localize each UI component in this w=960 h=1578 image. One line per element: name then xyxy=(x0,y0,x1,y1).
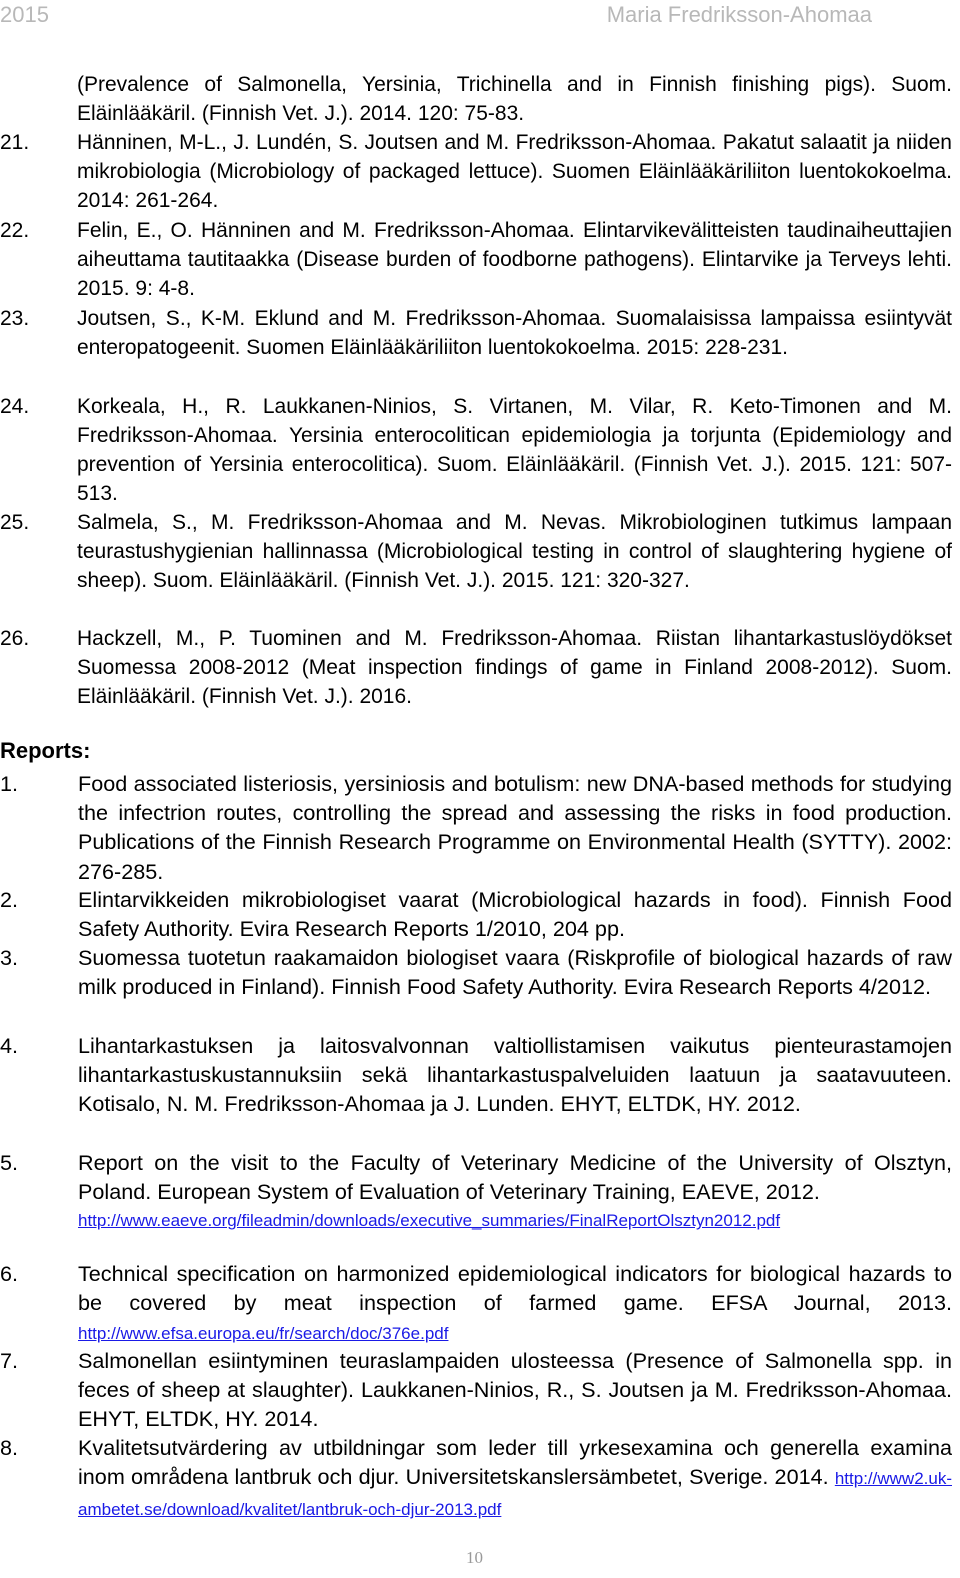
publication-item xyxy=(0,392,952,508)
publication-text: Felin, E., O. Hänninen and M. Fredriksson-Ahomaa. Elintarvikevälitteisten taudinaiheuttajien aiheuttama tautitaakka (Disease burden of foodborne pathogens). Elintarvike ja Terveys lehti. 2015. 9: 4-8. xyxy=(77,219,952,300)
publication-number: 22. xyxy=(0,219,30,242)
publication-item xyxy=(0,128,952,215)
publication-number: 24. xyxy=(0,395,30,418)
publication-number: 23. xyxy=(0,307,30,330)
report-item xyxy=(0,1433,952,1525)
publication-text: Korkeala, H., R. Laukkanen-Ninios, S. Virtanen, M. Vilar, R. Keto-Timonen and M. Fredriksson-Ahomaa. Yersinia enterocolitican epidemiologia ja torjunta (Epidemiology and prevention of Yersinia enterocolitica). Suom. Eläinlääkäril. (Finnish Vet. J.). 2015. 121: 507-513. xyxy=(77,395,952,505)
report-number: 5. xyxy=(0,1150,19,1175)
publication-item xyxy=(0,508,952,595)
publication-text: (Prevalence of Salmonella, Yersinia, Trichinella and in Finnish finishing pigs). Suom. Eläinlääkäril. (Finnish Vet. J.). 2014. 120: 75-83. xyxy=(77,73,952,125)
report-number: 3. xyxy=(0,945,19,970)
report-link[interactable]: http://www.efsa.europa.eu/fr/search/doc/376e.pdf xyxy=(78,1324,449,1344)
report-text xyxy=(78,1433,952,1525)
report-text: Report on the visit to the Faculty of Veterinary Medicine of the University of Olsztyn, Poland. European System of Evaluation of Veterinary Training, EAEVE, 2012. xyxy=(78,1150,952,1205)
publication-text: Joutsen, S., K-M. Eklund and M. Fredriksson-Ahomaa. Suomalaisissa lampaissa esiintyvät enteropatogeenit. Suomen Eläinlääkäriliiton luentokokoelma. 2015: 228-231. xyxy=(77,307,952,359)
report-item xyxy=(0,1346,952,1434)
reports-heading: Reports: xyxy=(0,738,91,763)
report-text-body: Kvalitetsutvärdering av utbildningar som leder till yrkesexamina och generella examina inom områdena lantbruk och djur. Universitetskanslersämbetet, Sverige. 2014. xyxy=(78,1435,952,1490)
report-number: 8. xyxy=(0,1435,19,1460)
report-item xyxy=(0,885,952,943)
report-text: Salmonellan esiintyminen teuraslampaiden ulosteessa (Presence of Salmonella spp. in feces of sheep at slaughter). Laukkanen-Ninios, R., S. Joutsen ja M. Fredriksson-Ahomaa. EHYT, ELTDK, HY. 2014. xyxy=(78,1348,952,1432)
report-item xyxy=(0,769,952,886)
publication-item xyxy=(0,304,952,362)
report-link[interactable]: http://www.eaeve.org/fileadmin/downloads/executive_summaries/FinalReportOlsztyn2012.pdf xyxy=(78,1211,781,1231)
publication-item xyxy=(0,624,952,711)
report-text-body: Technical specification on harmonized epidemiological indicators for biological hazards to be covered by meat inspection of farmed game. EFSA Journal, 2013. xyxy=(78,1261,952,1316)
report-text: Suomessa tuotetun raakamaidon biologiset vaara (Riskprofile of biological hazards of raw milk produced in Finland). Finnish Food Safety Authority. Evira Research Reports 4/2012. xyxy=(78,945,952,1000)
report-link[interactable]: http://www2.uk-ambetet.se/download/kvalitet/lantbruk-och-djur-2013.pdf xyxy=(78,1469,952,1520)
report-number: 7. xyxy=(0,1348,19,1373)
report-text: Lihantarkastuksen ja laitosvalvonnan valtiollistamisen vaikutus pienteurastamojen lihantarkastuskustannuksiin sekä lihantarkastuspalveluiden laatuun ja saatavuuteen. Kotisalo, N. M. Fredriksson-Ahomaa ja J. Lunden. EHYT, ELTDK, HY. 2012. xyxy=(78,1033,952,1117)
publication-continuation xyxy=(0,70,952,128)
report-number: 4. xyxy=(0,1033,19,1058)
publication-text: Hänninen, M-L., J. Lundén, S. Joutsen and M. Fredriksson-Ahomaa. Pakatut salaatit ja niiden mikrobiologia (Microbiology of packaged lettuce). Suomen Eläinlääkäriliiton luentokokoelma. 2014: 261-264. xyxy=(77,131,952,212)
report-text xyxy=(78,1259,952,1349)
report-item xyxy=(0,1031,952,1119)
report-item xyxy=(0,1148,952,1234)
publication-number: 21. xyxy=(0,131,30,154)
publication-number: 26. xyxy=(0,627,30,650)
report-number: 6. xyxy=(0,1261,19,1286)
header-author: Maria Fredriksson-Ahomaa xyxy=(606,2,872,27)
publication-text: Salmela, S., M. Fredriksson-Ahomaa and M. Nevas. Mikrobiologinen tutkimus lampaan teurastushygienian hallinnassa (Microbiological testing in control of slaughtering hygiene of sheep). Suom. Eläinlääkäril. (Finnish Vet. J.). 2015. 121: 320-327. xyxy=(77,511,952,592)
publication-item xyxy=(0,216,952,303)
header-year: 2015 xyxy=(0,2,49,27)
publication-text: Hackzell, M., P. Tuominen and M. Fredriksson-Ahomaa. Riistan lihantarkastuslöydökset Suomessa 2008-2012 (Meat inspection findings of game in Finland 2008-2012). Suom. Eläinlääkäril. (Finnish Vet. J.). 2016. xyxy=(77,627,952,708)
report-item xyxy=(0,1259,952,1349)
report-number: 2. xyxy=(0,887,19,912)
report-item xyxy=(0,943,952,1001)
report-text: Elintarvikkeiden mikrobiologiset vaarat (Microbiological hazards in food). Finnish Food Safety Authority. Evira Research Reports 1/2010, 204 pp. xyxy=(78,887,952,942)
page-number: 10 xyxy=(466,1548,483,1567)
report-number: 1. xyxy=(0,771,19,796)
report-text: Food associated listeriosis, yersiniosis and botulism: new DNA-based methods for studying the infectrion routes, controlling the spread and assessing the risks in food production. Publications of the Finnish Research Programme on Environmental Health (SYTTY). 2002: 276-285. xyxy=(78,771,952,884)
publication-number: 25. xyxy=(0,511,30,534)
